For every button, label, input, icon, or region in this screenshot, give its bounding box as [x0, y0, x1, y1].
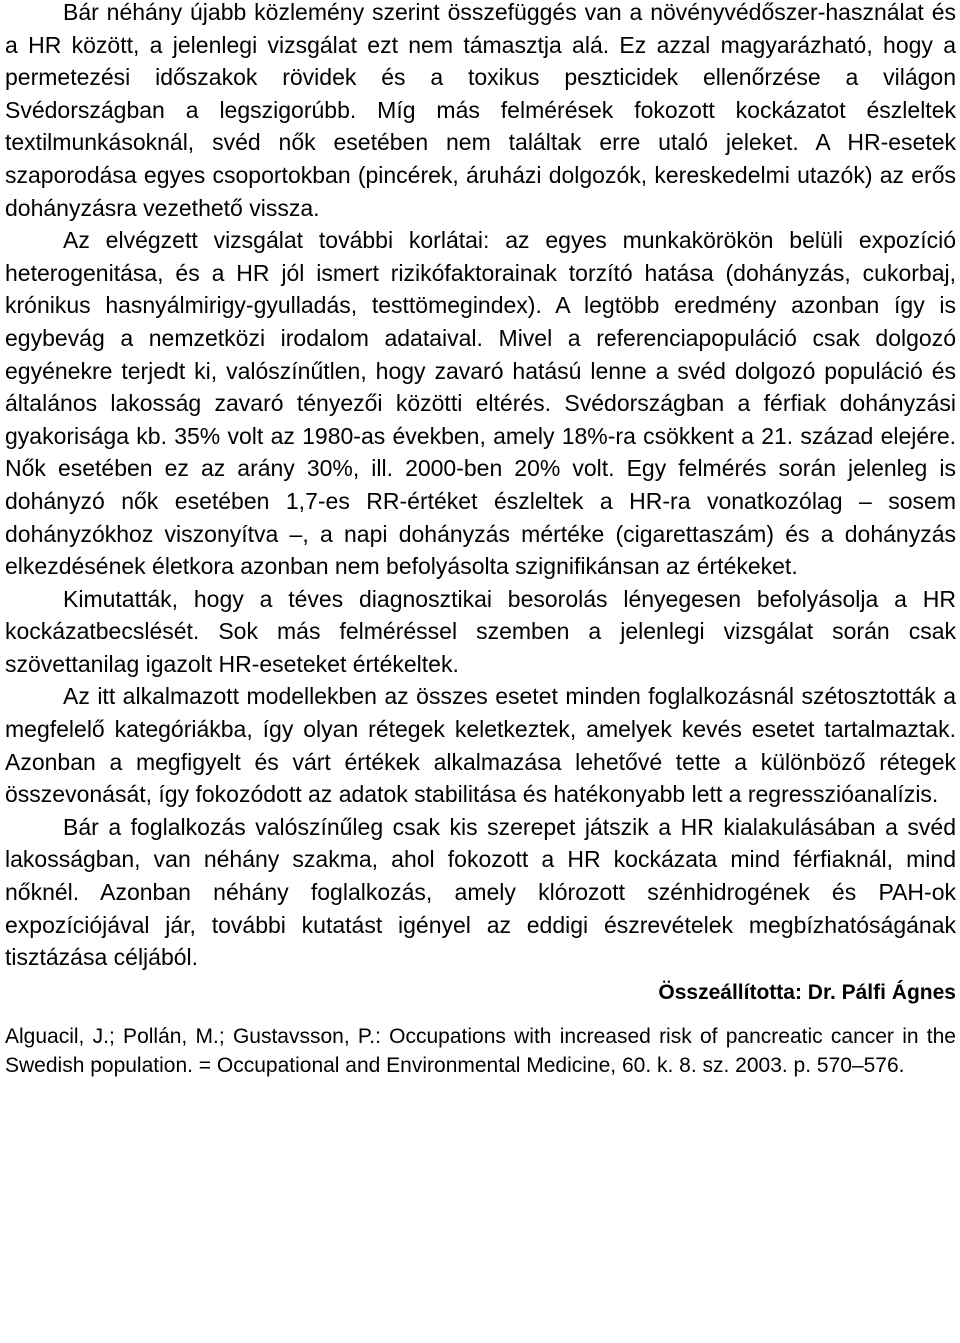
bibliographic-reference: Alguacil, J.; Pollán, M.; Gustavsson, P.: Occupations with increased risk of pancreatic cancer in the Swedish population. = Occupational and Environmental Medicine, 60. k. 8. sz. 2003. p. 570–576. [5, 1024, 956, 1078]
paragraph-pesticides-smoking: Bár néhány újabb közlemény szerint összefüggés van a növényvédőszer-használat és a HR között, a jelenlegi vizsgálat ezt nem támasztja alá. Ez azzal magyarázható, hogy a permetezési időszakok rövidek és a toxikus peszticidek ellenőrzése a világon Svédországban a legszigorúbb. Míg más felmérések fokozott kockázatot észleltek textilmunkásoknál, svéd nők esetében nem találtak erre utaló jeleket. A HR-esetek szaporodása egyes csoportokban (pincérek, áruházi dolgozók, kereskedelmi utazók) az erős dohányzásra vezethető vissza. [5, 0, 956, 221]
paragraph-misclassification: Kimutatták, hogy a téves diagnosztikai besorolás lényegesen befolyásolja a HR kockázatbecslését. Sok más felméréssel szemben a jelenlegi vizsgálat során csak szövettanilag igazolt HR-eseteket értékeltek. [5, 585, 956, 677]
paragraph-models: Az itt alkalmazott modellekben az összes esetet minden foglalkozásnál szétosztották a megfelelő kategóriákba, így olyan rétegek keletkeztek, amelyek kevés esetet tartalmaztak. Azonban a megfigyelt és várt értékek alkalmazása lehetővé tette a különböző rétegek összevonását, így fokozódott az adatok stabilitása és hatékonyabb lett a regresszióanalízis. [5, 683, 956, 808]
paragraph-conclusion: Bár a foglalkozás valószínűleg csak kis szerepet játszik a HR kialakulásában a svéd lakosságban, van néhány szakma, ahol fokozott a HR kockázata mind férfiaknál, mind nőknél. Azonban néhány foglalkozás, amely klórozott szénhidrogének és PAH-ok expozíciójával jár, további kutatást igényel az eddigi észrevételek megbízhatóságának tisztázása céljából. [5, 813, 956, 971]
article-body [5, 0, 956, 974]
paragraph-study-limitations: Az elvégzett vizsgálat további korlátai: az egyes munkakörökön belüli expozíció heterogenitása, és a HR jól ismert rizikófaktorainak torzító hatása (dohányzás, cukorbaj, krónikus hasnyálmirigy-gyulladás, testtömegindex). A legtöbb eredmény azonban így is egybevág a nemzetközi irodalom adataival. Mivel a referenciapopuláció csak dolgozó egyénekre terjedt ki, valószínűtlen, hogy zavaró hatású lenne a svéd dolgozó populáció és általános lakosság zavaró tényezői közötti eltérés. Svédországban a férfiak dohányzási gyakorisága kb. 35% volt az 1980-as években, amely 18%-ra csökkent a 21. század elejére. Nők esetében ez az arány 30%, ill. 2000-ben 20% volt. Egy felmérés során jelenleg is dohányzó nők esetében 1,7-es RR-értéket észleltek a HR-ra vonatkozólag – sosem dohányzókhoz viszonyítva –, a napi dohányzás mértéke (cigarettaszám) és a dohányzás elkezdésének életkora azonban nem befolyásolta szignifikánsan az értékeket. [5, 227, 956, 580]
document-page [5, 0, 956, 1081]
author-signature: Összeállította: Dr. Pálfi Ágnes [658, 980, 956, 1004]
